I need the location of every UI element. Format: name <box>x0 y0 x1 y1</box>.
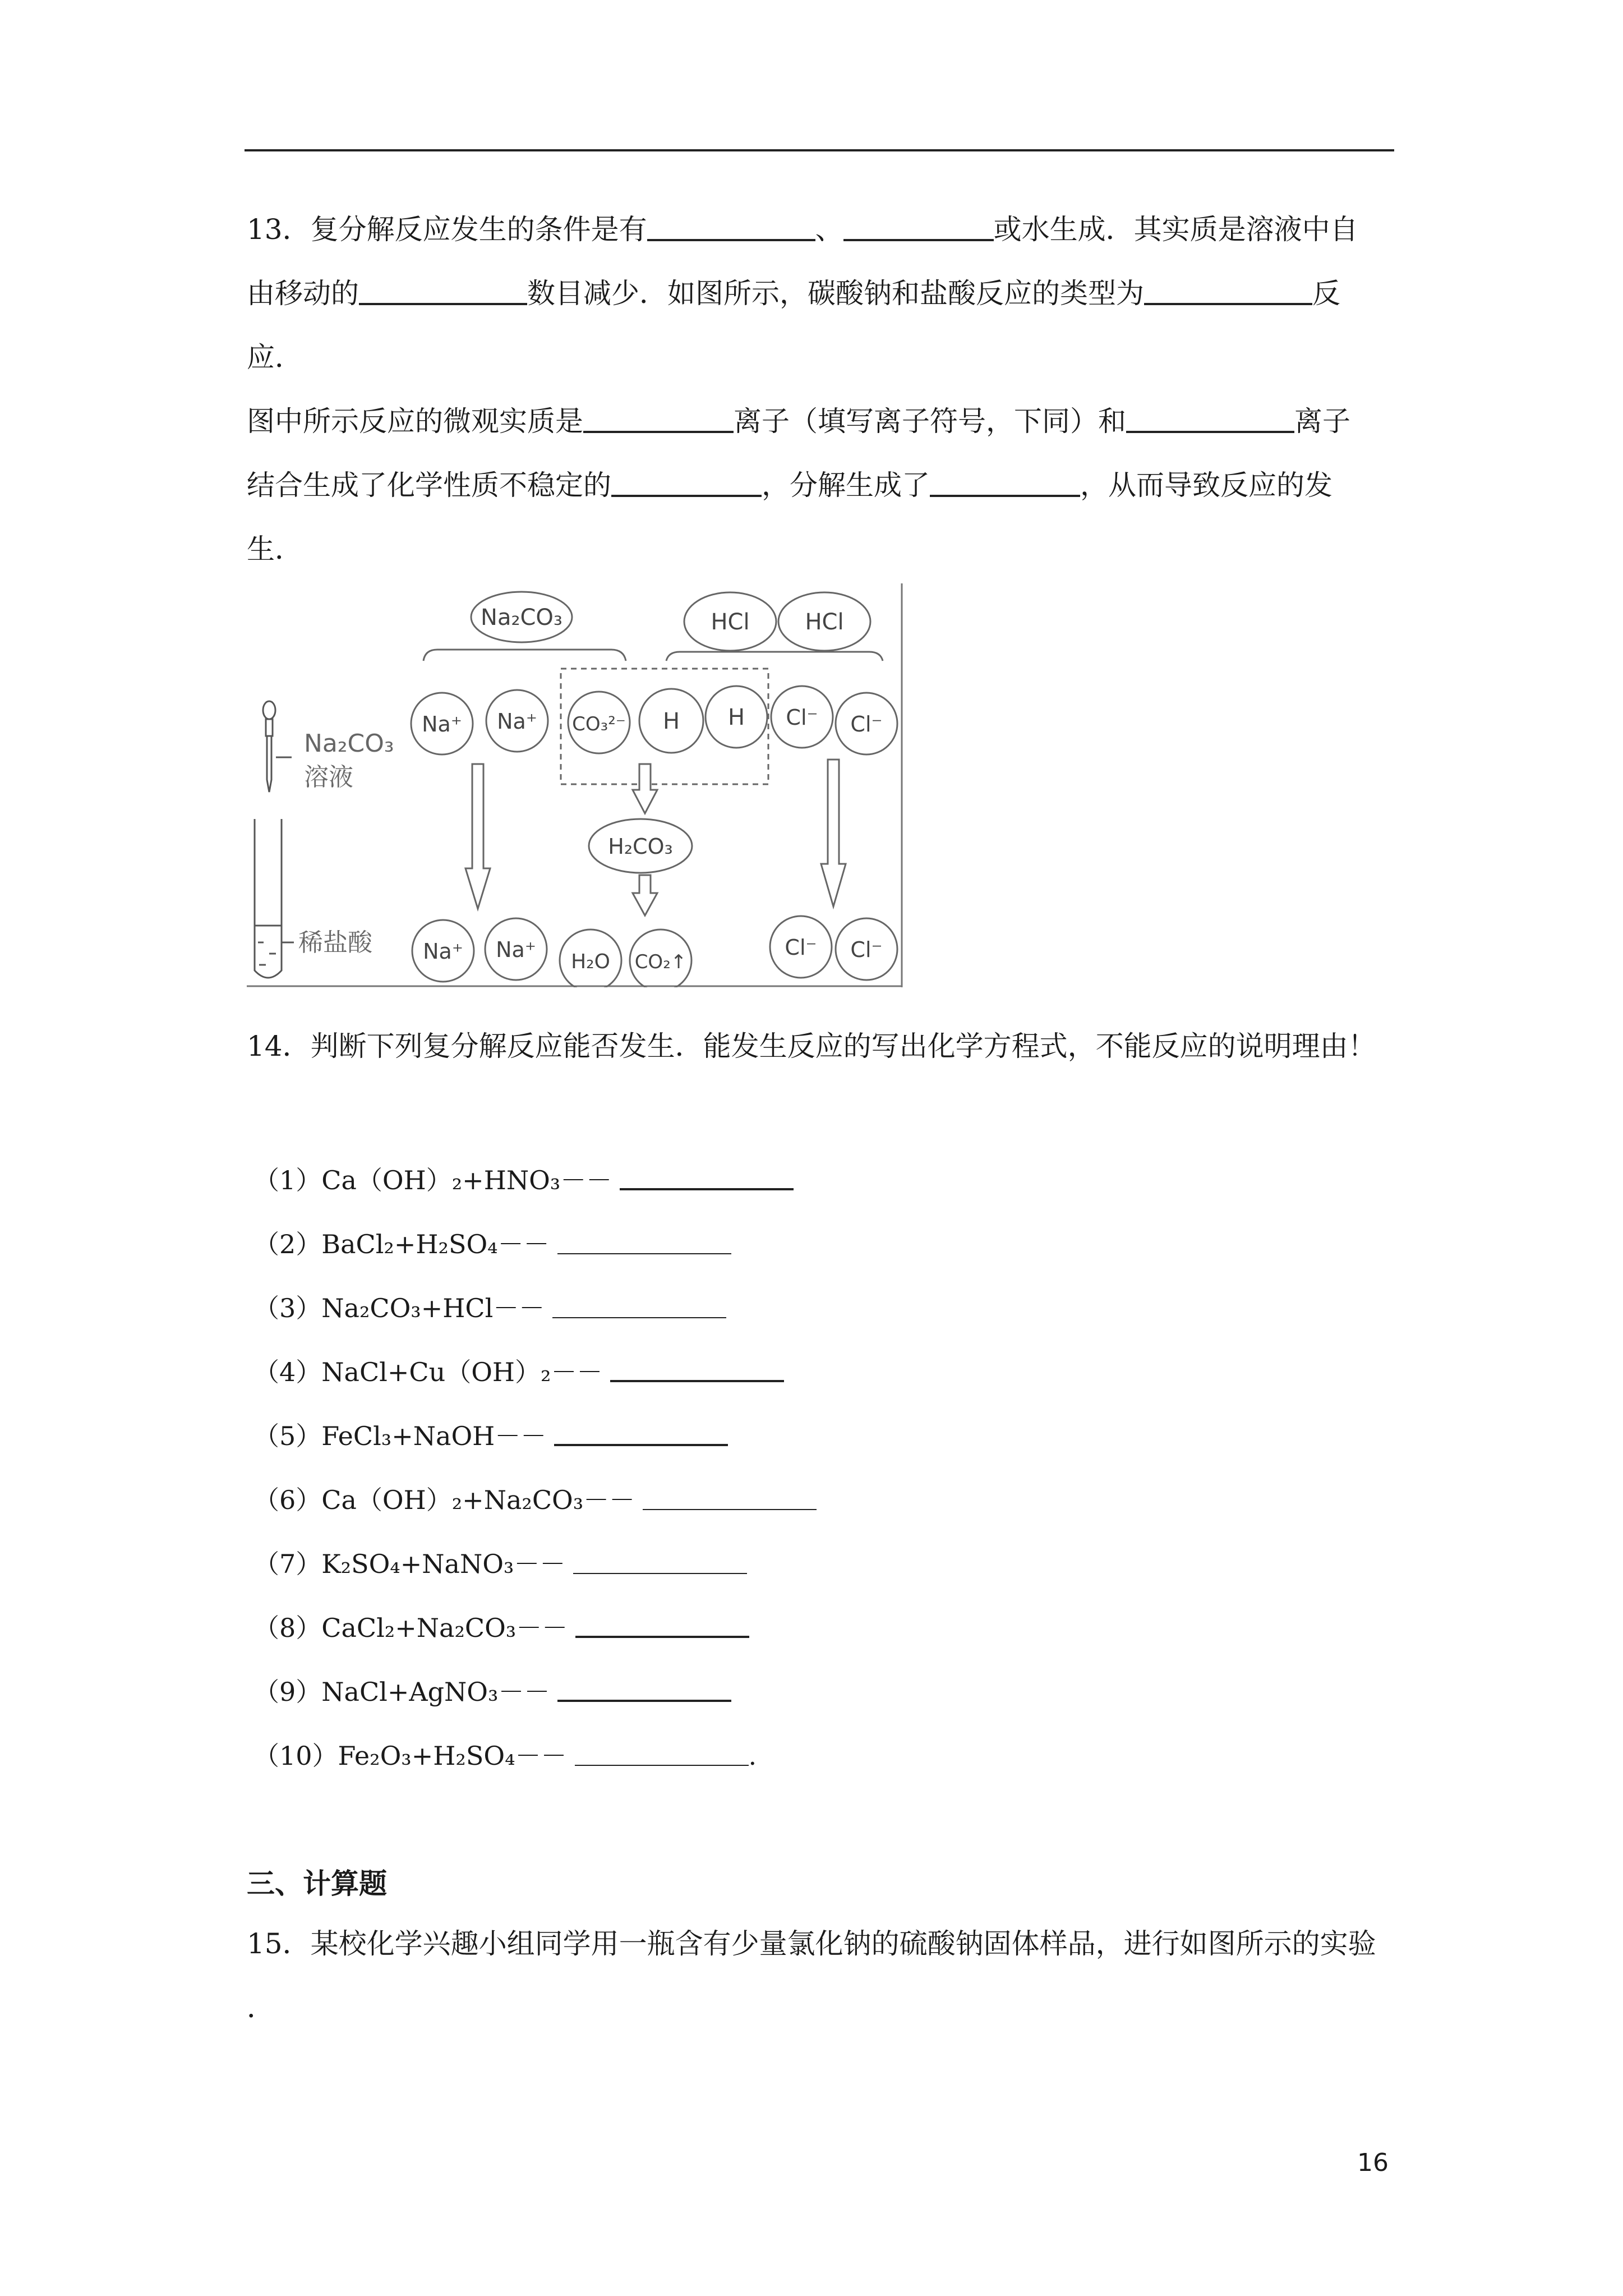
answer-blank[interactable] <box>583 404 734 433</box>
answer-blank[interactable] <box>843 212 994 241</box>
q13-line-2: 由移动的 数目减少．如图所示，碳酸钠和盐酸反应的类型为 反应． <box>247 277 1340 374</box>
answer-blank[interactable] <box>575 1611 749 1638</box>
q14-item: （2）BaCl₂+H₂SO₄－－ <box>253 1227 731 1261</box>
arrow-down-icon <box>633 764 657 813</box>
header-rule <box>245 149 1394 151</box>
svg-text:Na⁺: Na⁺ <box>422 712 462 737</box>
q13-line-4: 结合生成了化学性质不稳定的 ，分解生成了 ，从而导致反应的发 <box>247 469 1332 501</box>
answer-blank[interactable] <box>611 468 762 497</box>
q14-item: （3）Na₂CO₃+HCl－－ <box>253 1291 726 1325</box>
answer-blank[interactable] <box>610 1355 784 1382</box>
q14-item: （5）FeCl₃+NaOH－－ <box>253 1419 728 1453</box>
q14-item: （6）Ca（OH）₂+Na₂CO₃－－ <box>253 1483 817 1517</box>
answer-blank[interactable] <box>573 1548 747 1574</box>
answer-blank[interactable] <box>359 276 527 305</box>
svg-text:HCl: HCl <box>711 609 750 635</box>
answer-blank[interactable] <box>1144 276 1312 305</box>
q15-line-2: ． <box>247 1991 275 2024</box>
svg-text:H: H <box>662 708 680 734</box>
q14-item: （8）CaCl₂+Na₂CO₃－－ <box>253 1611 749 1645</box>
q14-title: 14．判断下列复分解反应能否发生．能发生反应的写出化学方程式，不能反应的说明理由！ <box>247 1030 1376 1062</box>
svg-text:Na⁺: Na⁺ <box>497 709 537 734</box>
svg-text:H₂CO₃: H₂CO₃ <box>608 834 673 859</box>
q13-line-3: 图中所示反应的微观实质是 离子（填写离子符号，下同）和 离子 <box>247 405 1350 438</box>
svg-text:Na⁺: Na⁺ <box>496 937 536 962</box>
svg-text:Na⁺: Na⁺ <box>423 939 463 964</box>
answer-blank[interactable] <box>620 1163 794 1190</box>
q14-item: （9）NaCl+AgNO₃－－ <box>253 1675 731 1709</box>
question-15 <box>247 1912 1394 2040</box>
svg-text:Cl⁻: Cl⁻ <box>850 937 883 962</box>
svg-text:CO₂↑: CO₂↑ <box>634 951 687 973</box>
svg-text:Cl⁻: Cl⁻ <box>786 705 818 730</box>
answer-blank[interactable] <box>554 1419 728 1446</box>
svg-text:Cl⁻: Cl⁻ <box>785 935 817 960</box>
answer-blank[interactable] <box>1126 404 1294 433</box>
svg-text:CO₃²⁻: CO₃²⁻ <box>572 713 626 735</box>
section-title: 三、计算题 <box>247 1867 387 1900</box>
q14-item: （10）Fe₂O₃+H₂SO₄－－ . <box>253 1741 757 1771</box>
tube-label: 稀盐酸 <box>298 928 372 957</box>
question-13 <box>247 197 1394 581</box>
q13-line-1: 13．复分解反应发生的条件是有 、 或水生成．其实质是溶液中自 <box>247 213 1358 246</box>
arrow-down-icon <box>465 764 490 909</box>
dropper-icon <box>263 701 292 792</box>
q14-item: （7）K₂SO₄+NaNO₃－－ <box>253 1547 747 1581</box>
answer-blank[interactable] <box>643 1484 817 1510</box>
answer-blank[interactable] <box>647 212 815 241</box>
q13-line-5: 生． <box>247 533 303 565</box>
svg-text:Na₂CO₃: Na₂CO₃ <box>481 605 562 631</box>
test-tube-icon <box>255 819 294 978</box>
answer-blank[interactable] <box>557 1228 731 1254</box>
answer-blank[interactable] <box>557 1675 731 1702</box>
answer-blank[interactable] <box>552 1292 726 1318</box>
svg-text:HCl: HCl <box>805 609 844 635</box>
dropper-label-formula: Na₂CO₃ <box>304 729 394 758</box>
q15-line-1: 15．某校化学兴趣小组同学用一瓶含有少量氯化钠的硫酸钠固体样品，进行如图所示的实验 <box>247 1927 1376 1960</box>
q14-item: （4）NaCl+Cu（OH）₂－－ <box>253 1355 784 1389</box>
answer-blank[interactable] <box>930 468 1080 497</box>
page-number: 16 <box>1357 2148 1389 2177</box>
arrow-down-icon <box>821 760 846 907</box>
brace-na2co3 <box>423 650 626 661</box>
svg-text:H₂O: H₂O <box>571 950 610 973</box>
arrow-down-icon <box>633 875 657 915</box>
reaction-diagram <box>247 583 909 987</box>
brace-hcl <box>666 652 883 661</box>
dropper-label-solution: 溶液 <box>304 763 353 792</box>
q14-item: （1）Ca（OH）₂+HNO₃－－ <box>253 1163 794 1197</box>
svg-text:Cl⁻: Cl⁻ <box>850 712 883 737</box>
svg-text:H: H <box>727 705 745 730</box>
answer-blank[interactable] <box>575 1740 749 1766</box>
